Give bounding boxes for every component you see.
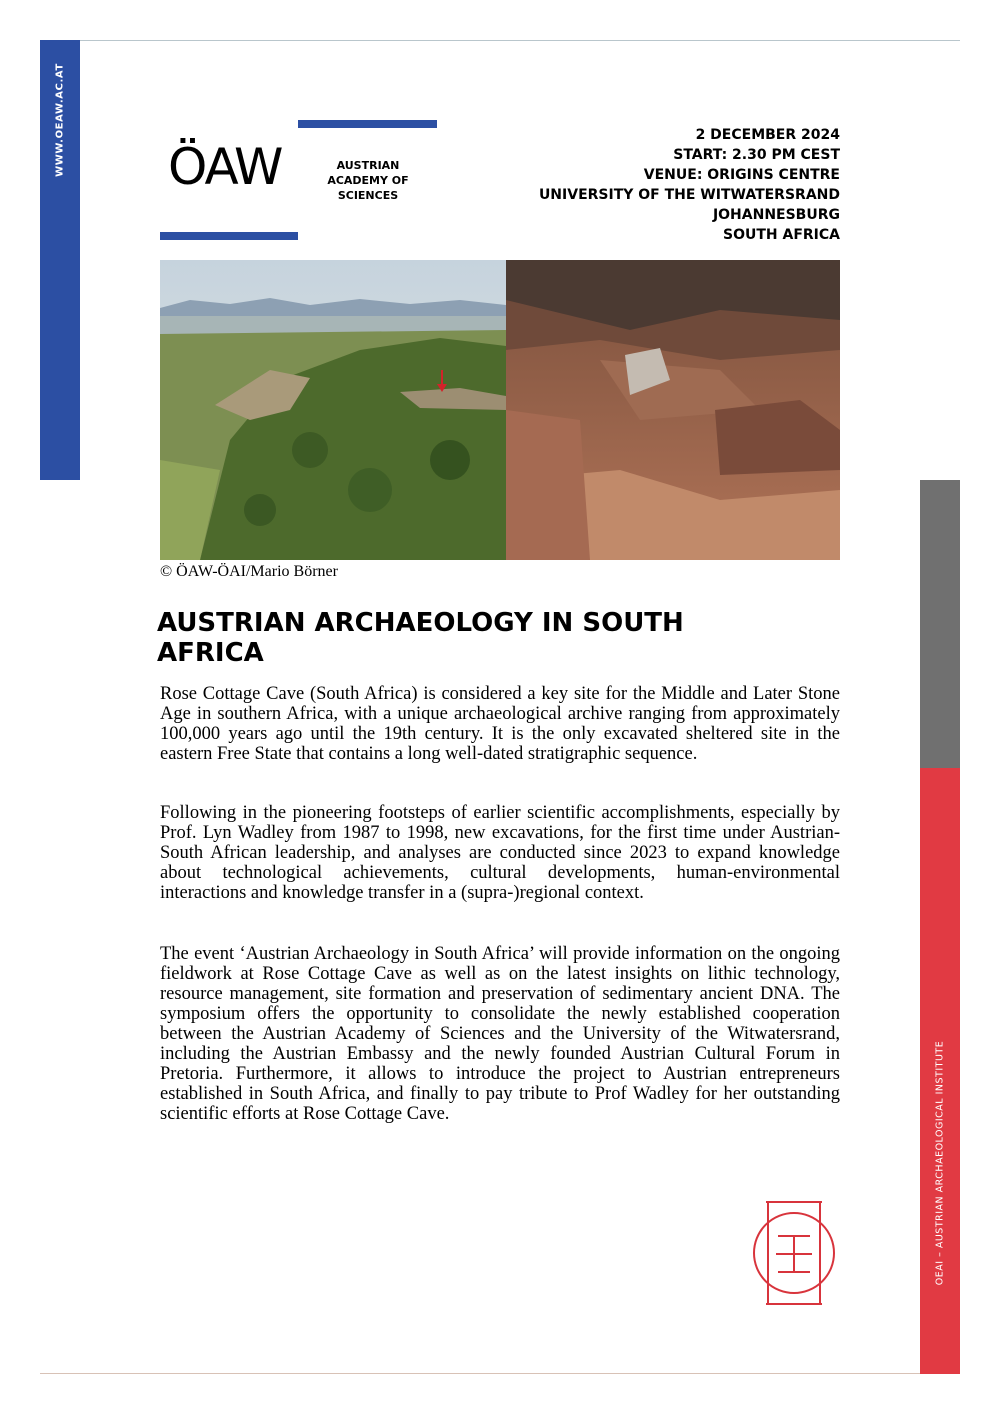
event-country: SOUTH AFRICA [723, 227, 840, 243]
photo-credit: © ÖAW-ÖAI/Mario Börner [160, 563, 338, 580]
page-title: AUSTRIAN ARCHAEOLOGY IN SOUTH AFRICA [157, 608, 684, 668]
right-sidebar-red [920, 768, 960, 1374]
landscape-and-excavation-image [160, 260, 840, 560]
top-divider [40, 40, 960, 41]
left-sidebar [40, 40, 80, 480]
event-start: START: 2.30 PM CEST [673, 147, 840, 163]
oeai-emblem-icon [748, 1198, 840, 1308]
academy-line: ACADEMY OF [327, 174, 409, 187]
website-url: WWW.OEAW.AC.AT [54, 63, 66, 177]
event-date: 2 DECEMBER 2024 [695, 127, 840, 143]
event-city: JOHANNESBURG [712, 207, 840, 223]
academy-line: SCIENCES [337, 189, 399, 202]
oeaw-logo: ÖAW [168, 138, 282, 196]
site-photos [160, 260, 840, 560]
event-details [539, 125, 840, 245]
bottom-divider [40, 1373, 960, 1374]
logo-rule-bottom [160, 232, 298, 240]
academy-line: AUSTRIAN [336, 159, 400, 172]
paragraph-3: The event ‘Austrian Archaeology in South Africa’ will provide information on the ongoing fieldwork at Rose Cottage Cave as well as on the latest insights on lithic technology, resource management, site formation and preservation of sedimentary ancient DNA. The symposium offers the opportunity to consolidate the newly established cooperation between the Austrian Academy of Sciences and the University of the Witwatersrand, including the Austrian Embassy and the newly founded Austrian Cultural Forum in Pretoria. Furthermore, it allows to introduce the project to Austrian entrepreneurs established in South Africa, and finally to pay tribute to Prof Wadley for her outstanding scientific efforts at Rose Cottage Cave. [160, 944, 840, 1124]
event-venue: VENUE: ORIGINS CENTRE [643, 167, 840, 183]
paragraph-1: Rose Cottage Cave (South Africa) is considered a key site for the Middle and Later Stone Age in southern Africa, with a unique archaeological archive ranging from approximately 100,000 years ago until the 19th century. It is the only excavated sheltered site in the eastern Free State that contains a long well-dated stratigraphic sequence. [160, 684, 840, 764]
right-sidebar-grey [920, 480, 960, 768]
logo-rule-top [298, 120, 437, 128]
event-university: UNIVERSITY OF THE WITWATERSRAND [538, 187, 840, 203]
paragraph-2: Following in the pioneering footsteps of earlier scientific accomplishments, especially by Prof. Lyn Wadley from 1987 to 1998, new excavations, for the first time under Austrian-South African leadership, and analyses are conducted since 2023 to expand knowledge about technological achievements, cultural developments, human-environmental interactions and knowledge transfer in a (supra-)regional context. [160, 803, 840, 903]
institute-label: OEAI – AUSTRIAN ARCHAEOLOGICAL INSTITUTE [934, 1040, 946, 1286]
academy-name [318, 158, 418, 203]
